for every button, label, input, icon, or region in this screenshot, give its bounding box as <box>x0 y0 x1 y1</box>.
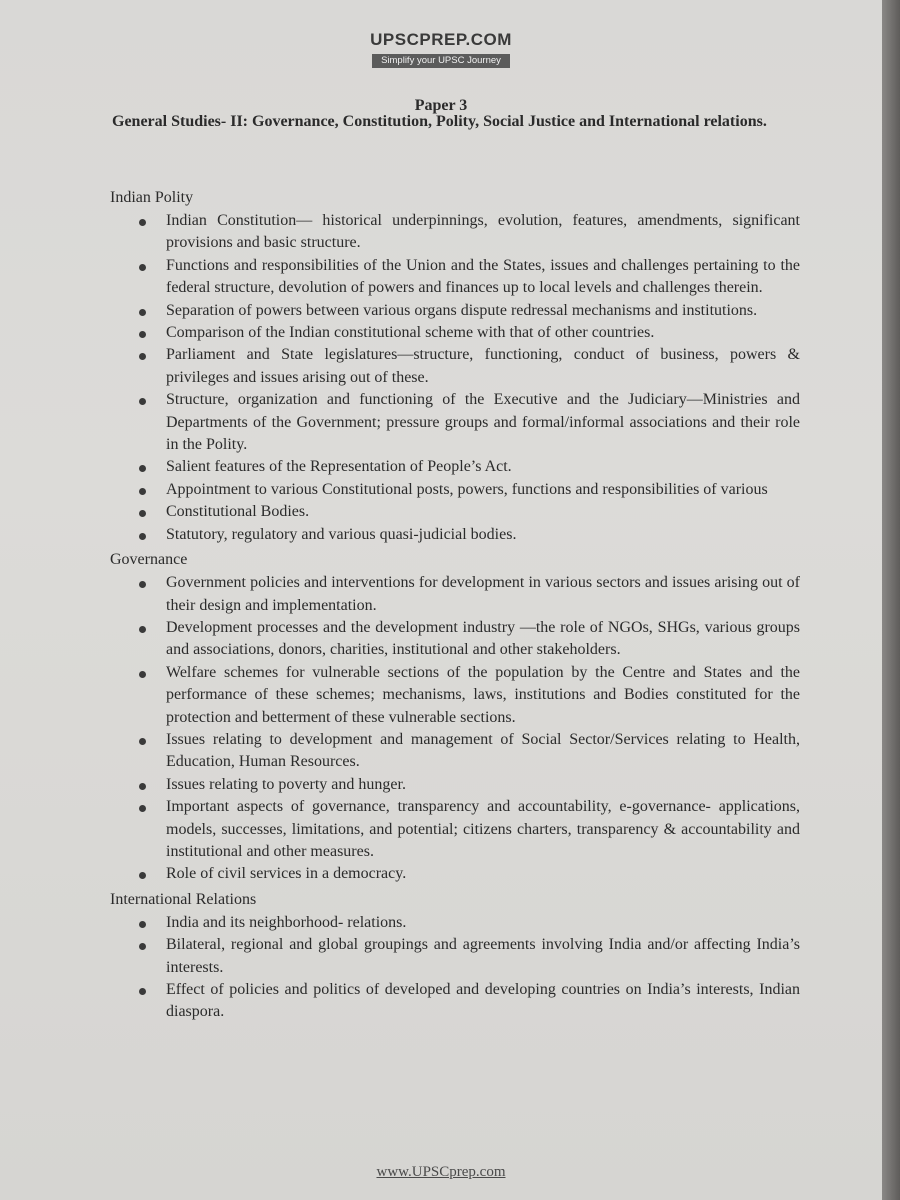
section-title: Governance <box>110 551 188 569</box>
background-surface <box>882 0 900 1200</box>
syllabus-content <box>110 186 800 1026</box>
footer-link[interactable]: www.UPSCprep.com <box>376 1164 506 1180</box>
list-item: Indian Constitution— historical underpinnings, evolution, features, amendments, significant provisions and basic structure. <box>166 210 800 255</box>
section-governance <box>110 548 800 886</box>
list-item: Important aspects of governance, transparency and accountability, e-governance- applications, models, successes, limitations, and potential; citizens charters, transparency & accountability and institutional and other measures. <box>166 796 800 863</box>
list-item: Statutory, regulatory and various quasi-judicial bodies. <box>166 524 800 546</box>
list-item: Government policies and interventions for development in various sectors and issues arising out of their design and implementation. <box>166 572 800 617</box>
list-item: Separation of powers between various organs dispute redressal mechanisms and institutions. <box>166 300 800 322</box>
list-item: Role of civil services in a democracy. <box>166 863 800 885</box>
section-international-relations <box>110 888 800 1024</box>
list-item: Parliament and State legislatures—structure, functioning, conduct of business, powers & privileges and issues arising out of these. <box>166 344 800 389</box>
paper-number: Paper 3 <box>414 97 468 114</box>
brand-header <box>0 30 882 68</box>
bullet-list <box>110 912 800 1024</box>
list-item: India and its neighborhood- relations. <box>166 912 800 934</box>
brand-tagline: Simplify your UPSC Journey <box>372 54 510 68</box>
paper-heading: General Studies- II: Governance, Constitution, Polity, Social Justice and International relations. <box>112 113 767 130</box>
list-item: Constitutional Bodies. <box>166 501 800 523</box>
section-title: International Relations <box>110 890 257 908</box>
list-item: Comparison of the Indian constitutional scheme with that of other countries. <box>166 322 800 344</box>
list-item: Salient features of the Representation of People’s Act. <box>166 456 800 478</box>
list-item: Issues relating to poverty and hunger. <box>166 774 800 796</box>
list-item: Appointment to various Constitutional posts, powers, functions and responsibilities of various <box>166 479 800 501</box>
list-item: Functions and responsibilities of the Union and the States, issues and challenges pertaining to the federal structure, devolution of powers and finances up to local levels and challenges therein. <box>166 255 800 300</box>
list-item: Structure, organization and functioning of the Executive and the Judiciary—Ministries and Departments of the Government; pressure groups and formal/informal associations and their role in the Polity. <box>166 389 800 456</box>
section-indian-polity <box>110 186 800 546</box>
list-item: Effect of policies and politics of developed and developing countries on India’s interests, Indian diaspora. <box>166 979 800 1024</box>
list-item: Development processes and the development industry —the role of NGOs, SHGs, various groups and associations, donors, charities, institutional and other stakeholders. <box>166 617 800 662</box>
bullet-list <box>110 572 800 886</box>
list-item: Bilateral, regional and global groupings and agreements involving India and/or affecting India’s interests. <box>166 934 800 979</box>
bullet-list <box>110 210 800 546</box>
list-item: Welfare schemes for vulnerable sections of the population by the Centre and States and the performance of these schemes; mechanisms, laws, institutions and Bodies constituted for the protection and betterment of these vulnerable sections. <box>166 662 800 729</box>
brand-logo-text: UPSCPREP.COM <box>370 30 512 49</box>
list-item: Issues relating to development and management of Social Sector/Services relating to Health, Education, Human Resources. <box>166 729 800 774</box>
section-title: Indian Polity <box>110 189 194 206</box>
